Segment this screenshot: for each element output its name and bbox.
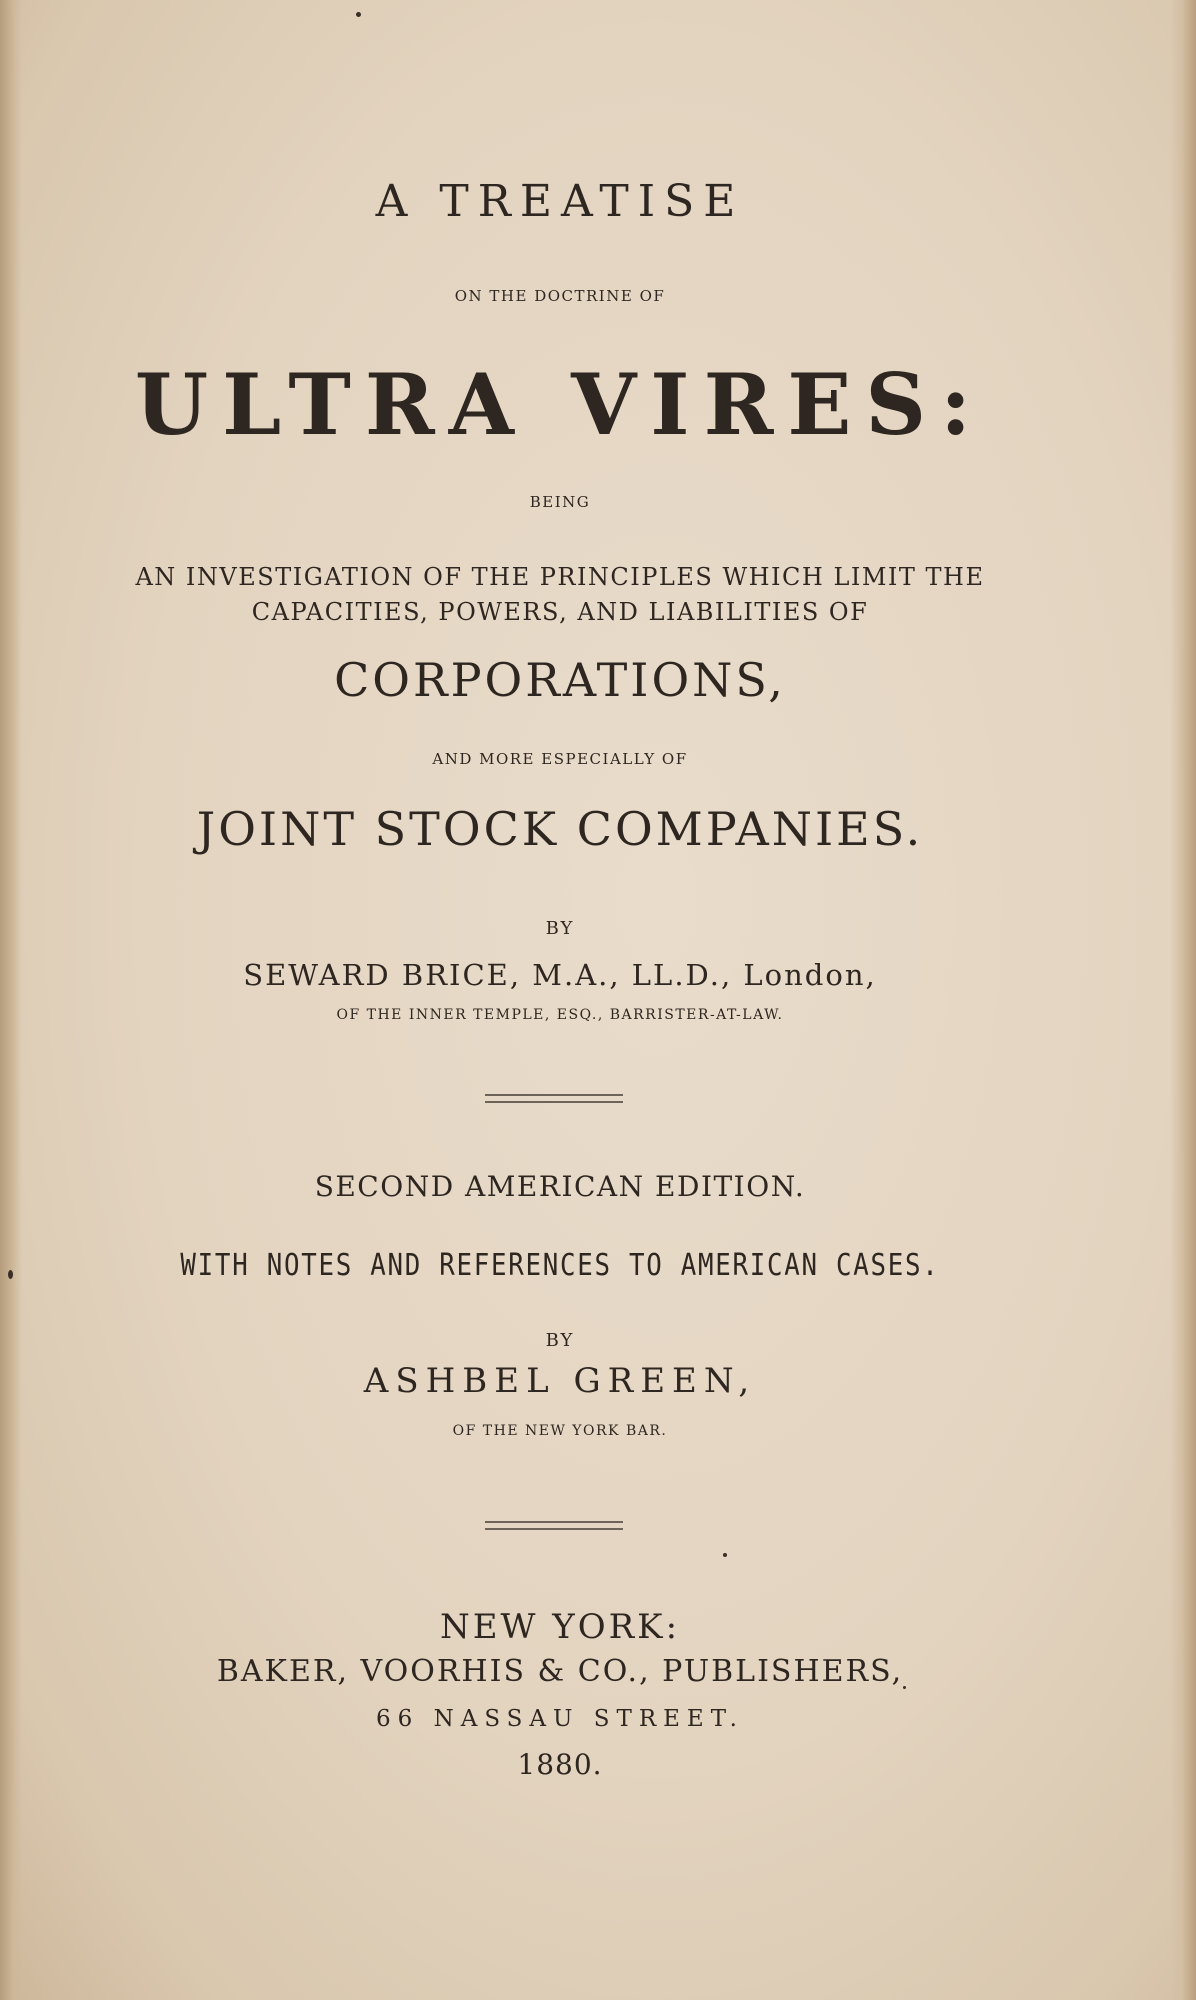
edition-label: SECOND AMERICAN EDITION. — [314, 1170, 806, 1203]
publication-city: NEW YORK: — [439, 1607, 681, 1647]
publisher-address: 66 NASSAU STREET. — [376, 1706, 744, 1732]
author-affiliation: OF THE INNER TEMPLE, ESQ., BARRISTER-AT-LAW. — [336, 1007, 784, 1023]
editor-name: ASHBEL GREEN, — [363, 1361, 757, 1401]
editor-affiliation: OF THE NEW YORK BAR. — [452, 1423, 668, 1439]
being-label: BEING — [529, 493, 591, 511]
double-rule-divider — [485, 1094, 623, 1103]
heading: A TREATISE — [375, 176, 745, 227]
ink-speck — [356, 12, 361, 17]
publication-year: 1880. — [517, 1748, 603, 1781]
more-especially-label: AND MORE ESPECIALLY OF — [432, 750, 688, 768]
by-label-editor: BY — [545, 1330, 575, 1351]
page-edge-right — [1170, 0, 1196, 2000]
corporations-title: CORPORATIONS, — [334, 653, 786, 707]
by-label-author: BY — [545, 918, 575, 939]
notes-label: WITH NOTES AND REFERENCES TO AMERICAN CASES. — [180, 1248, 940, 1283]
ink-speck — [8, 1270, 13, 1279]
investigation-line-2: CAPACITIES, POWERS, AND LIABILITIES OF — [251, 598, 869, 626]
ink-speck — [903, 1686, 906, 1689]
author-name: SEWARD BRICE, M.A., LL.D., London, — [243, 958, 877, 992]
ink-speck — [723, 1553, 727, 1557]
publisher-name: BAKER, VOORHIS & CO., PUBLISHERS, — [216, 1654, 904, 1689]
investigation-line-1: AN INVESTIGATION OF THE PRINCIPLES WHICH LIMIT THE — [135, 563, 985, 591]
joint-stock-title: JOINT STOCK COMPANIES. — [196, 802, 924, 856]
main-title: ULTRA VIRES: — [134, 355, 986, 454]
sub-heading: ON THE DOCTRINE OF — [454, 287, 666, 305]
double-rule-divider-lower — [485, 1521, 623, 1530]
